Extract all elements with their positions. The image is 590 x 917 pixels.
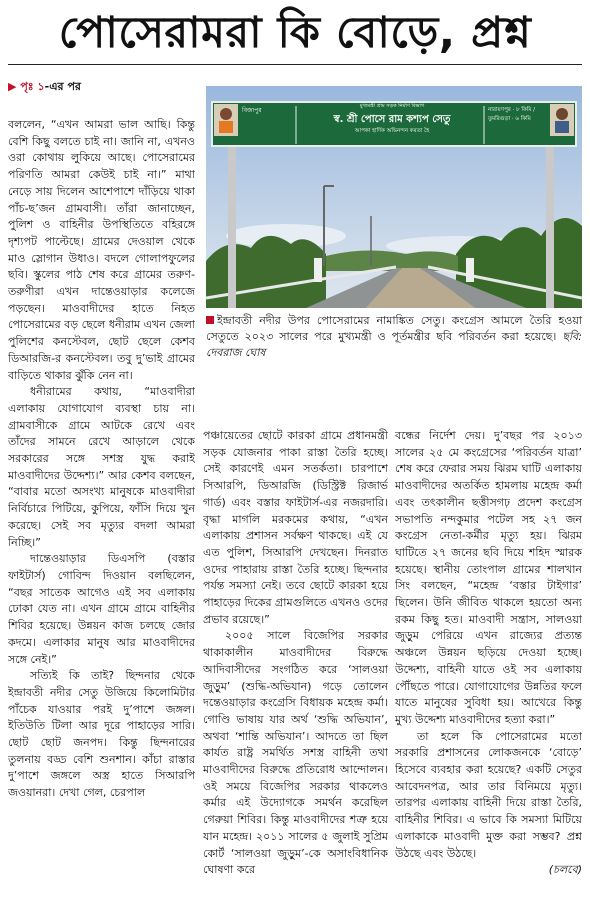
caption-square-icon <box>206 316 214 324</box>
article-column-2 <box>203 428 388 917</box>
article-paragraph: তা হলে কি পোসেরামের মতো সরকারি প্রশাসনের লোকজনকে ‘বোড়ে’ হিসেবে ব্যবহার করা হয়েছে? একটি সেতুর আবেদনপত্র, আর তার বিনিময়ে মৃত্যু। তারপর এলাকায় বাহিনী দিয়ে রাস্তা তৈরি, বাহিনীর শিবির। এ ভাবে কি সমস্যা মিটিয়ে এলাকাকে মাওবাদী মুক্ত করা সম্ভব? প্রশ্ন উঠছে এবং উঠছে। <box>395 729 582 860</box>
article-column-3 <box>395 428 582 917</box>
headline-rule <box>8 64 582 65</box>
article-paragraph: বললেন, “এখন আমরা ভাল আছি। কিন্তু বেশি কিছু বলতে চাই না। জানি না, এখনও ওরা কোথায় লুকিয়ে আছে। পোসেরামের পরিণতি আমরা কেউই চাই না।” মাথা নেড়ে সায় দিলেন আশেপাশে দাঁড়িয়ে থাকা পাঁচ-ছ’জন গ্রামবাসী। তাঁরা জানাচ্ছেন, পুলিশ ও বাহিনীর উপস্থিতিতে বহিরঙ্গে দৃশ্যপট পাল্টেছে। গ্রামের দেওয়াল থেকে মাও স্লোগান উধাও। বদলে গোলাপফুলের ছবি। স্কুলের পাঠ শেষ করে গ্রামের তরুণ-তরুণীরা এখন দান্তেওয়াড়ার কলেজে পড়ছেন। মাওবাদীদের হাতে নিহত পোসেরামের বড় ছেলে ধনীরাম এখন জেলা পুলিশের কনস্টেবল, ছোট ছেলে কেশব ডিআরজি-র কনস্টেবল। তবু দু’ভাই গ্রামের বাড়িতে থাকার ঝুঁকি নেন না। <box>8 118 195 382</box>
article-paragraph: পঞ্চায়েতের ছোটে কারকা গ্রামে প্রধানমন্ত্রী সড়ক যোজনার পাকা রাস্তা তৈরি হচ্ছে। সেই কারণেই এমন সতর্কতা। চারপাশে সিআরপি, ডিআরজি (ডিস্ট্রিক্ট রিজার্ভ গার্ড) এবং বস্তার ফাইটার্স-এর নজরদারি। বৃদ্ধা মাগলি মরকমের কথায়, “এখন এলাকায় প্রশাসন সর্বক্ষণ থাকছে। এই যে এত পুলিশ, সিআরপি দেখছেন। দিনরাত ওদের পাহারায় রাস্তা তৈরি হচ্ছে। ছিন্দনার পর্যন্ত সমস্যা নেই। তবে ছোটে কারকা হয়ে পাহাড়ের দিকের গ্রামগুলিতে এখনও ওদের প্রভাব রয়েছে।” <box>203 429 388 626</box>
sign-top-text: মুখ্যমন্ত্রী গ্রাম সড়ক নির্মাণ বিভাগ <box>359 103 425 109</box>
article-paragraph: সত্যিই কি তাই? ছিন্দনার থেকে ইন্দ্রাবতী নদীর সেতু উজিয়ে কিলোমিটার পাঁচেক যাওয়ার পরই দু’পাশে জঙ্গল। ইতিউতি টিলা আর দূরে পাহাড়ের সারি। ছোট ছোট জনপদ। কিন্তু ছিন্দনারের তুলনায় বড্ড বেশি শুনশান। কাঁচা রাস্তার দু’পাশে জঙ্গলে অস্ত্র হাতে সিআরপি জওয়ানরা। দেখা গেল, চেরপাল <box>8 669 195 800</box>
continued-suffix: -এর পর <box>44 80 81 93</box>
sign-right-text: নারায়ণপুর · ৮ কিমি / তুমরিগুড়া · ৬ কিমি <box>488 107 536 122</box>
bridge-photo <box>206 86 582 308</box>
sign-left-text: বিজাপুর <box>242 107 262 114</box>
article-paragraph: দান্তেওয়াড়ার ডিএসপি (বস্তার ফাইটার্স) গোবিন্দ দিওয়ান বলছিলেন, “বছর সাতেক আগেও এই সব এলাকায় ঢোকা যেত না। এখন গ্রামে গ্রামে বাহিনীর শিবির হয়েছে। উন্নয়ন কাজ চলছে জোর কদমে। এলাকার মানুষ আর মাওবাদীদের সঙ্গে নেই।” <box>8 552 195 666</box>
photo-credit: ছবি: দেবরাজ ঘোষ <box>206 330 582 359</box>
article-column-1 <box>8 117 195 917</box>
sign-main-text: স্ব. শ্রী পোসে রাম কশ্যপ সেতু <box>333 114 451 125</box>
article-paragraph: বন্ধের নির্দেশ দেয়। দু’বছর পর ২০১৩ সালের ২৫ মে কংগ্রেসের ‘পরিবর্তন যাত্রা’ শেষ করে ফেরার সময় ঝিরম ঘাটি এলাকায় মাওবাদীদের অতর্কিত হামলায় মহেন্দ্র কর্মা এবং তৎকালীন ছত্তীসগঢ় প্রদেশ কংগ্রেস সভাপতি নন্দকুমার পটেল সহ ২৭ জন কংগ্রেস নেতা-কর্মীর মৃত্যু হয়। ঝিরম ঘাটিতে ২৭ জনের ছবি দিয়ে শহিদ স্মারক হয়েছে। স্থানীয় তোংপাল গ্রামের শালখান সিং বলছেন, “মহেন্দ্র ‘বস্তার টাইগার’ ছিলেন। উনি জীবিত থাকলে হয়তো অন্য রকম কিছু হত। মাওবাদী সন্ত্রাস, সালওয়া জুড়ুম পেরিয়ে এখন রাজ্যের প্রত্যন্ত অঞ্চলে উন্নয়ন ছড়িয়ে দেওয়া হচ্ছে। উদ্দেশ্য, বাহিনী যাতে ওই সব এলাকায় পৌঁছতে পারে। যোগাযোগের উন্নতির ফলে যাতে মানুষের সুবিধা হয়। আখেরে কিন্তু মুখ্য উদ্দেশ্য মাওবাদীদের হত্যা করা।” <box>395 429 582 726</box>
article-paragraph: (চলবে) <box>548 863 582 877</box>
continued-marker <box>8 78 81 97</box>
sign-sub-text: আপকা হার্দিক অভিনন্দন করতা হৈ <box>354 128 430 134</box>
photo-caption <box>206 313 582 361</box>
article-paragraph: ২০০৫ সালে বিজেপির সরকার থাকাকালীন মাওবাদীদের বিরুদ্ধে আদিবাসীদের সংগঠিত করে ‘সালওয়া জুড়ুম’ (শুদ্ধি-অভিযান) গড়ে তোলেন দন্তেওয়াড়ার কংগ্রেসি বিধায়ক মহেন্দ্র কর্মা। গোণ্ডি ভাষায় যার অর্থ ‘শুদ্ধি অভিযান’, অথবা ‘শান্তি অভিযান’। আদতে তা ছিল কার্যত রাষ্ট্র সমর্থিত সশস্ত্র বাহিনী তথা মাওবাদীদের বিরুদ্ধে প্রতিরোধ আন্দোলন। ওই সময়ে বিজেপির সরকার থাকলেও কর্মার এই উদ্যোগকে সমর্থন করেছিল গেরুয়া শিবির। কিন্তু মাওবাদীদের শত্রু হয়ে যান মহেন্দ্র। ২০১১ সালের ৫ জুলাই সুপ্রিম কোর্ট ‘সালওয়া জুড়ুম’-কে অসাংবিধানিক ঘোষণা করে <box>203 629 388 877</box>
article-paragraph: ধনীরামের কথায়, “মাওবাদীরা এলাকায় যোগাযোগ ব্যবস্থা চায় না। গ্রামবাসীকে গ্রামে আটকে রেখে এবং তাঁদের সামনে রেখে আড়ালে থেকে সরকারের সঙ্গে সশস্ত্র যুদ্ধ করাই মাওবাদীদের উদ্দেশ্য।” আর কেশব বলছেন, “বাবার মতো অসংখ্য মানুষকে মাওবাদীরা নির্বিচারে পিটিয়ে, কুপিয়ে, ফাঁসি দিয়ে খুন করেছে। সেই সব মৃত্যুর বদলা আমরা নিচ্ছি।” <box>8 385 195 549</box>
continued-page: পৃঃ ১ <box>20 80 45 93</box>
play-triangle-icon: ▶ <box>8 80 17 93</box>
headline: পোসেরামরা কি বোড়ে, প্রশ্ন <box>58 8 532 58</box>
caption-text: ইন্দ্রাবতী নদীর উপর পোসেরামের নামাঙ্কিত সেতু। কংগ্রেস আমলে তৈরি হওয়া সেতুতে ২০২৩ সালের পরে মুখ্যমন্ত্রী ও পূর্তমন্ত্রীর ছবি পরিবর্তন করা হয়েছে। <box>206 314 582 343</box>
